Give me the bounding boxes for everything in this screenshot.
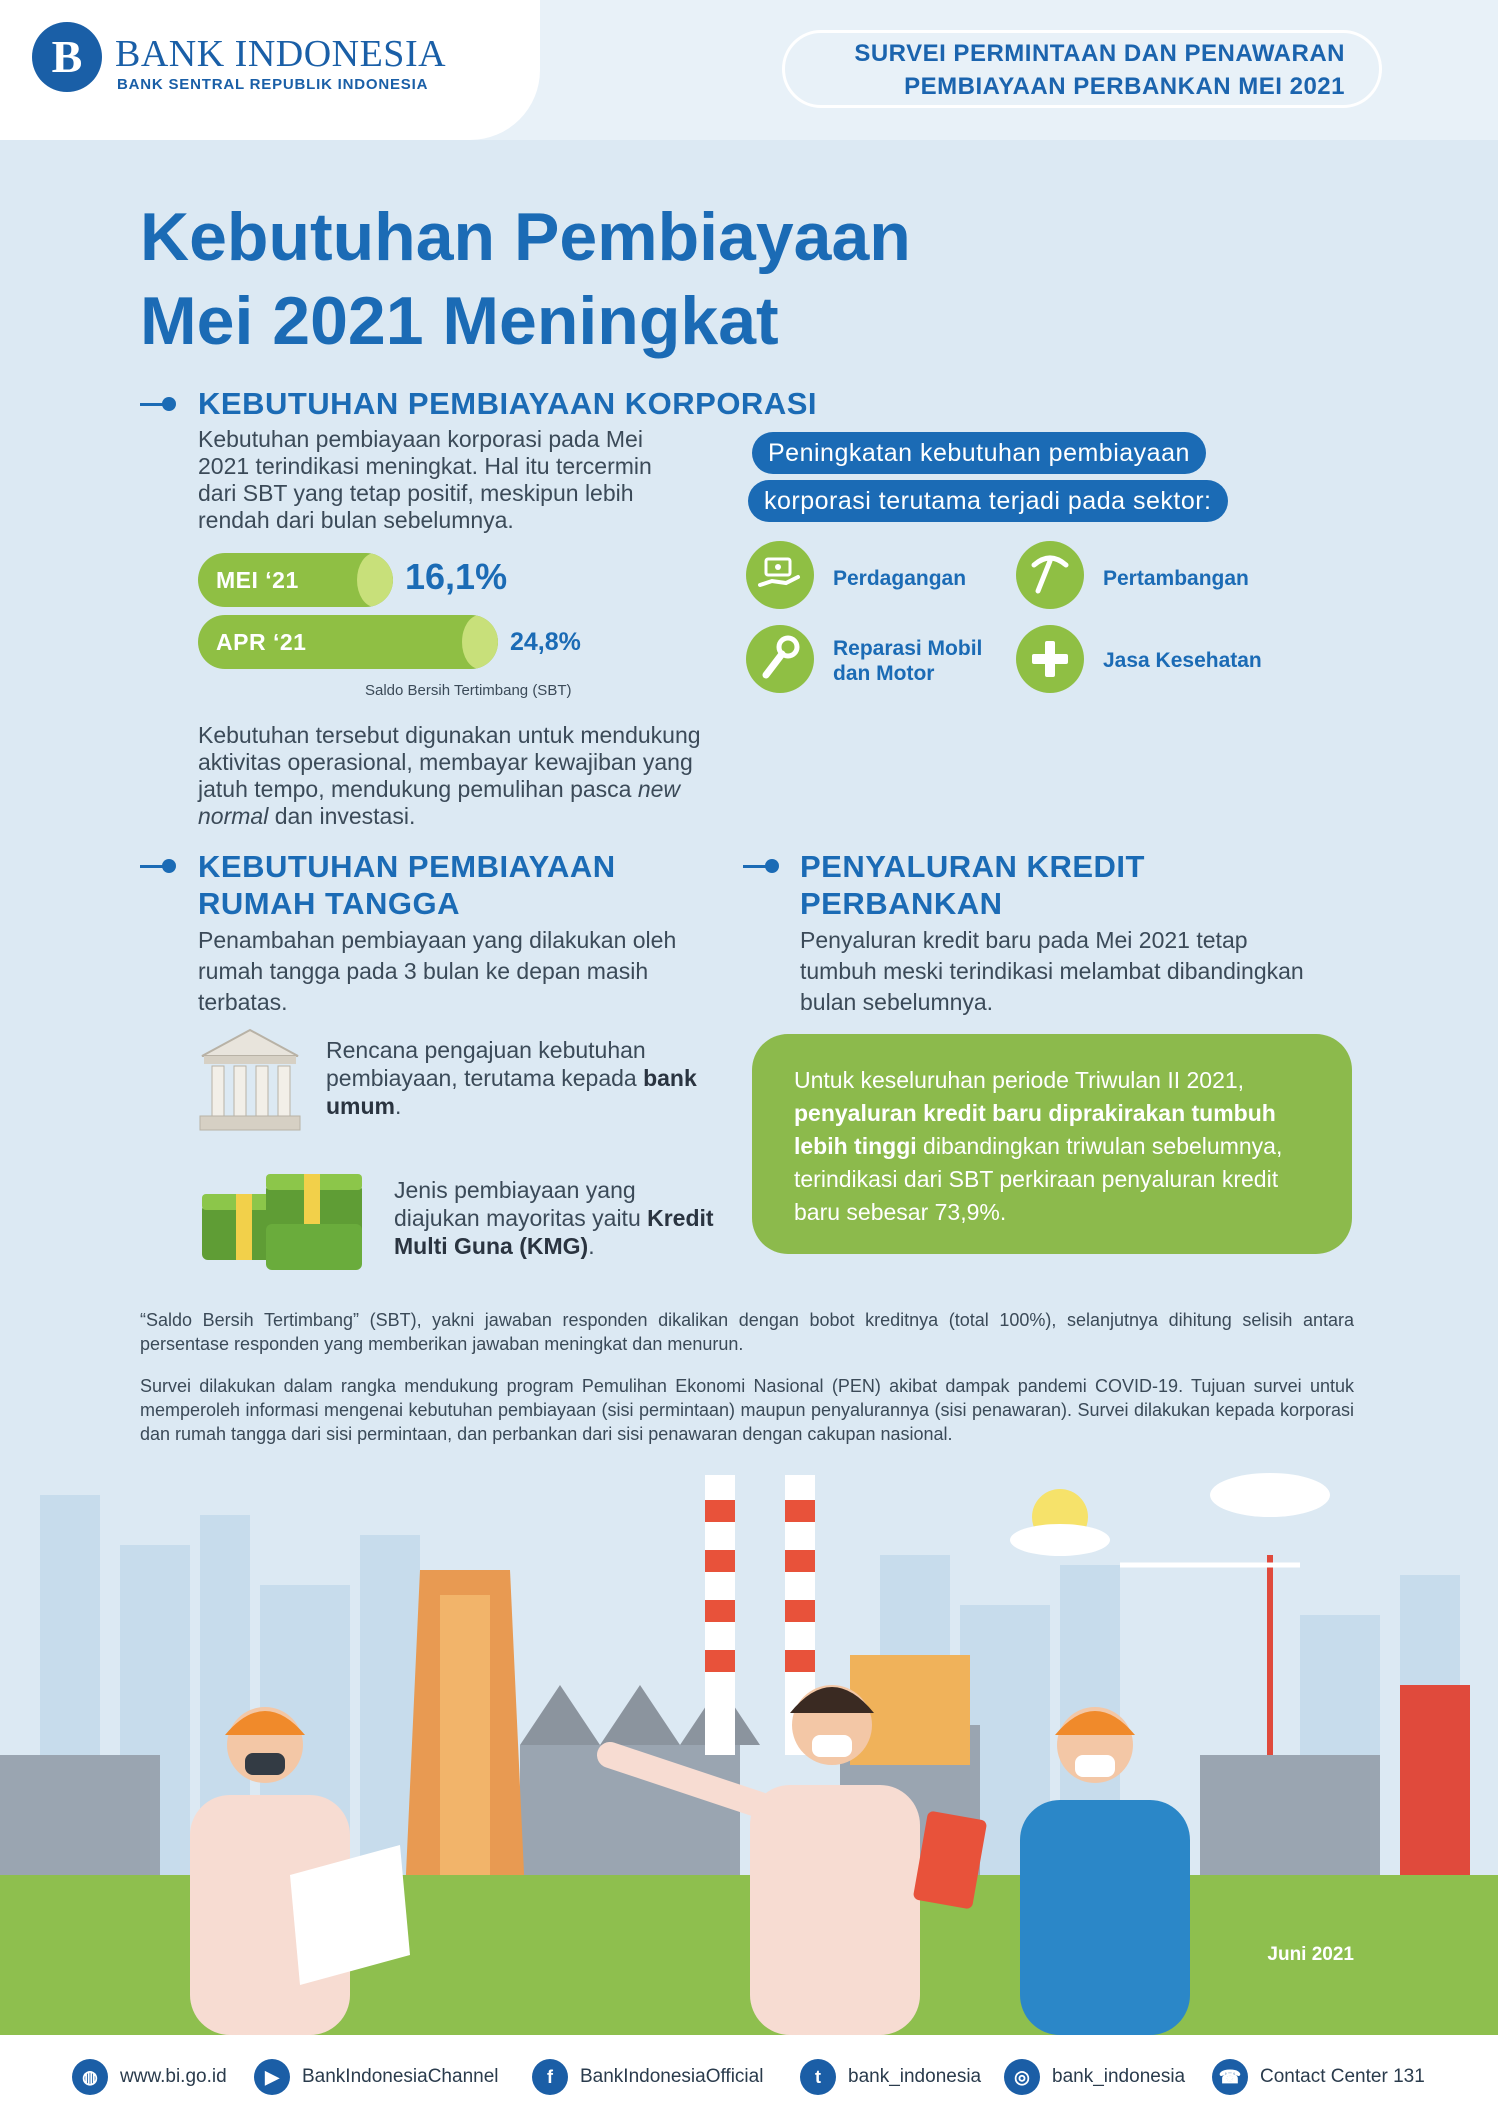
- rumah-tangga-type: [394, 1176, 714, 1260]
- twitter-icon: t: [800, 2059, 836, 2095]
- heading-rt-line1: KEBUTUHAN PEMBIAYAAN: [198, 849, 616, 884]
- usage-text: Kebutuhan tersebut digunakan untuk mendukung aktivitas operasional, membayar kewajiban yang jatuh tempo, mendukung pemulihan pasca: [198, 722, 701, 802]
- heading-kredit-line1: PENYALURAN KREDIT: [800, 849, 1145, 884]
- type-text: Jenis pembiayaan yang diajukan mayoritas yaitu: [394, 1177, 648, 1231]
- footer-link-facebook[interactable]: [532, 2059, 763, 2095]
- page-title-line2: Mei 2021 Meningkat: [140, 283, 779, 359]
- type-text-end: .: [588, 1233, 595, 1259]
- footer-link-text: www.bi.go.id: [120, 2066, 227, 2087]
- survey-title-line2: PEMBIAYAAN PERBANKAN MEI 2021: [904, 73, 1345, 100]
- logo-name: BANK INDONESIA: [115, 33, 447, 75]
- footer-link-twitter[interactable]: [800, 2059, 981, 2095]
- sector-label-reparasi: [833, 636, 982, 686]
- footer-link-website[interactable]: [72, 2059, 227, 2095]
- pickaxe-icon: [1016, 541, 1084, 609]
- section-heading-korporasi: KEBUTUHAN PEMBIAYAAN KORPORASI: [198, 386, 818, 421]
- sbt-note: Saldo Bersih Tertimbang (SBT): [365, 682, 572, 699]
- publication-date: Juni 2021: [1267, 1944, 1354, 1965]
- wrench-icon: [746, 625, 814, 693]
- page-title: [140, 195, 1040, 363]
- sbt-value-mei: 16,1%: [405, 556, 508, 597]
- sector-label-reparasi-line1: Reparasi Mobil: [833, 637, 983, 660]
- footnote-survey: Survei dilakukan dalam rangka mendukung program Pemulihan Ekonomi Nasional (PEN) akibat dampak pandemi COVID-19. Tujuan survei untuk memperoleh informasi mengenai kebutuhan pembiayaan (sisi permintaan) maupun penyalurannya (sisi penawaran). Survei dilakukan kepada korporasi dan rumah tangga dari sisi permintaan, dan perbankan dari sisi penawaran dengan cakupan nasional.: [140, 1376, 1354, 1444]
- sector-label-pertambangan: Pertambangan: [1103, 567, 1249, 590]
- card-text-end: dibandingkan triwulan sebelumnya, terindikasi dari SBT perkiraan penyaluran kredit baru sebesar 73,9%.: [794, 1133, 1283, 1225]
- plus-icon: [1016, 625, 1084, 693]
- heading-kredit-line2: PERBANKAN: [800, 886, 1003, 921]
- play-icon: ▶: [254, 2059, 290, 2095]
- money-stack-icon: [196, 1164, 368, 1276]
- korporasi-intro: Kebutuhan pembiayaan korporasi pada Mei 2021 terindikasi meningkat. Hal itu tercermin dari SBT yang tetap positif, meskipun lebih rendah dari bulan sebelumnya.: [198, 426, 652, 533]
- globe-icon: ◍: [72, 2059, 108, 2095]
- footer: [0, 2035, 1498, 2118]
- footer-link-text: bank_indonesia: [1052, 2066, 1186, 2087]
- footer-link-text: BankIndonesiaChannel: [302, 2066, 499, 2087]
- rumah-tangga-plan: [326, 1036, 706, 1120]
- usage-text-end: dan investasi.: [268, 803, 416, 829]
- instagram-icon: ◎: [1004, 2059, 1040, 2095]
- plan-text: Rencana pengajuan kebutuhan pembiayaan, terutama kepada: [326, 1037, 646, 1091]
- sector-label-perdagangan: Perdagangan: [833, 567, 967, 590]
- sbt-bar-label-mei: MEI ‘21: [216, 567, 299, 593]
- plan-text-end: .: [395, 1093, 402, 1119]
- survey-title-box: [782, 30, 1382, 108]
- sbt-bar-apr: [198, 615, 498, 669]
- bar-cap: [357, 553, 393, 607]
- phone-icon: ☎: [1212, 2059, 1248, 2095]
- footer-link-text: bank_indonesia: [848, 2066, 982, 2087]
- section-bullet-icon: [140, 859, 176, 873]
- type-bold: Kredit Multi Guna (KMG): [394, 1205, 714, 1259]
- page-title-line1: Kebutuhan Pembiayaan: [140, 199, 911, 275]
- footer-link-instagram[interactable]: [1004, 2059, 1185, 2095]
- section-heading-rumah-tangga: [198, 848, 616, 922]
- kredit-highlight-card: [752, 1034, 1352, 1254]
- money-hand-icon: [746, 541, 814, 609]
- sector-label-reparasi-line2: dan Motor: [833, 662, 935, 685]
- plan-bold: bank umum: [326, 1065, 697, 1119]
- logo-area: [0, 0, 540, 140]
- bank-building-icon: [196, 1026, 304, 1136]
- facebook-icon: f: [532, 2059, 568, 2095]
- bar-cap: [462, 615, 498, 669]
- korporasi-usage: [198, 722, 728, 830]
- footer-link-text: Contact Center 131: [1260, 2066, 1425, 2087]
- sector-pill-line1: Peningkatan kebutuhan pembiayaan: [752, 432, 1206, 474]
- kredit-highlight-text: [794, 1064, 1312, 1229]
- rumah-tangga-intro: Penambahan pembiayaan yang dilakukan oleh rumah tangga pada 3 bulan ke depan masih terbatas.: [198, 927, 677, 1015]
- footer-link-youtube[interactable]: [254, 2059, 499, 2095]
- survey-title-line1: SURVEI PERMINTAAN DAN PENAWARAN: [854, 40, 1345, 67]
- sector-pill-line2: korporasi terutama terjadi pada sektor:: [748, 480, 1228, 522]
- kredit-intro: Penyaluran kredit baru pada Mei 2021 tetap tumbuh meski terindikasi melambat dibandingkan bulan sebelumnya.: [800, 927, 1304, 1015]
- sbt-bar-mei: [198, 553, 393, 607]
- footnote-sbt: “Saldo Bersih Tertimbang” (SBT), yakni jawaban responden dikalikan dengan bobot kreditnya (total 100%), selanjutnya dihitung selisih antara persentase responden yang memberikan jawaban meningkat dan menurun.: [140, 1310, 1354, 1354]
- section-heading-kredit: [800, 848, 1145, 922]
- section-bullet-icon: [743, 859, 779, 873]
- sbt-value-apr: 24,8%: [510, 628, 581, 656]
- heading-rt-line2: RUMAH TANGGA: [198, 886, 461, 921]
- sbt-bar-label-apr: APR ‘21: [216, 629, 307, 655]
- logo-subtitle: BANK SENTRAL REPUBLIK INDONESIA: [117, 76, 429, 93]
- footer-contact-center[interactable]: [1212, 2059, 1425, 2095]
- card-text: Untuk keseluruhan periode Triwulan II 2021,: [794, 1067, 1245, 1093]
- card-bold: penyaluran kredit baru diprakirakan tumbuh lebih tinggi: [794, 1100, 1276, 1159]
- footer-link-text: BankIndonesiaOfficial: [580, 2066, 764, 2087]
- sector-label-kesehatan: Jasa Kesehatan: [1103, 649, 1262, 672]
- section-bullet-icon: [140, 397, 176, 411]
- usage-italic: new normal: [198, 776, 681, 829]
- bank-indonesia-logo-icon: B: [32, 22, 102, 92]
